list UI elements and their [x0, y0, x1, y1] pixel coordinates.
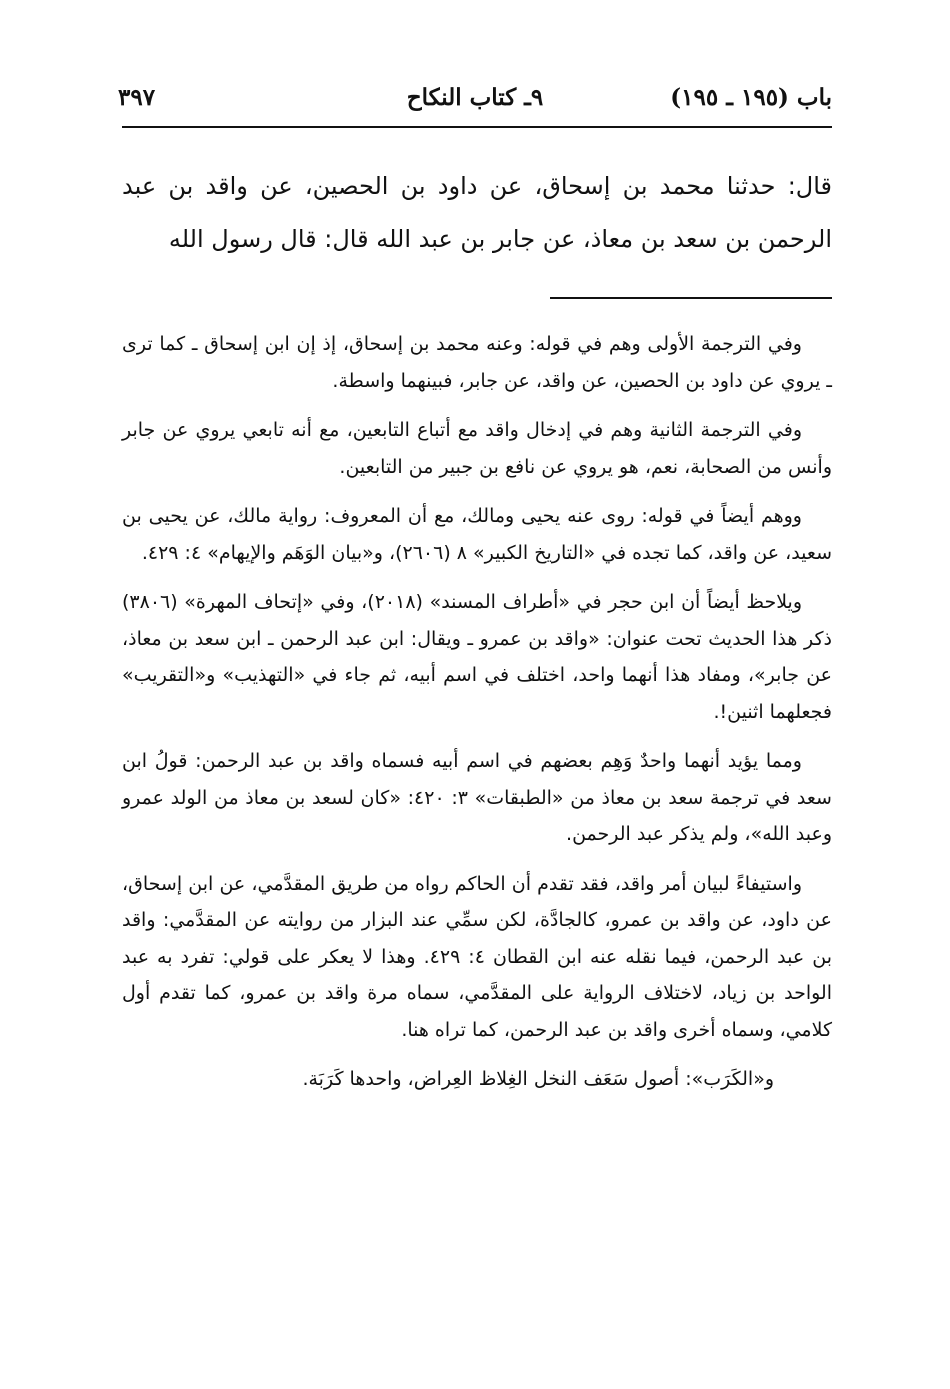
footnote-paragraph: واستيفاءً لبيان أمر واقد، فقد تقدم أن الحاكم رواه من طريق المقدَّمي، عن ابن إسحاق، عن داود، عن واقد بن عمرو، كالجادَّة، لكن سمِّي عند البزار من روايته عن المقدَّمي: واقد بن عبد الرحمن، فيما نقله عنه ابن القطان ٤: ٤٢٩. وهذا لا يعكر على قولي: تفرد به عبد الواحد بن زياد، لاختلاف الرواية على المقدَّمي، سماه مرة واقد بن عمرو، كما تقدم أول كلامي، وسماه أخرى واقد بن عبد الرحمن، كما تراه هنا. [122, 872, 832, 1041]
footnote-paragraph: وفي الترجمة الأولى وهم في قوله: وعنه محمد بن إسحاق، إذ إن ابن إسحاق ـ كما ترى ـ يروي عن داود بن الحصين، عن واقد، عن جابر، فبينهما واسطة. [122, 333, 832, 392]
footnote-paragraph: ووهم أيضاً في قوله: روى عنه يحيى ومالك، مع أن المعروف: رواية مالك، عن يحيى بن سعيد، عن واقد، كما تجده في «التاريخ الكبير» ٨ (٢٦٠٦)، و«بيان الوَهَم والإيهام» ٤: ٤٢٩. [122, 505, 832, 564]
page-number: ٣٩٧ [118, 84, 156, 111]
footnote-paragraph: ويلاحظ أيضاً أن ابن حجر في «أطراف المسند» (٢٠١٨)، وفي «إتحاف المهرة» (٣٨٠٦) ذكر هذا الحديث تحت عنوان: «واقد بن عمرو ـ ويقال: ابن عبد الرحمن ـ ابن سعد بن معاذ، عن جابر»، ومفاد هذا أنهما واحد، اختلف في اسم أبيه، ثم جاء في «التهذيب» و«التقريب» فجعلهما اثنين!. [122, 591, 832, 723]
chapter-title: باب (١٩٥ ـ ١٩٥) [670, 84, 832, 111]
footnotes [122, 326, 832, 1111]
footnote-gloss: و«الكَرَب»: أصول سَعَف النخل الغِلاظ العِراض، واحدها كَرَبَة. [302, 1068, 774, 1090]
footnote-paragraph: ومما يؤيد أنهما واحدٌ وَهِم بعضهم في اسم أبيه فسماه واقد بن عبد الرحمن: قولُ ابن سعد في ترجمة سعد بن معاذ من «الطبقات» ٣: ٤٢٠: «كان لسعد بن معاذ من الولد عمرو وعبد الله»، ولم يذكر عبد الرحمن. [122, 750, 832, 845]
main-text [122, 160, 832, 266]
book-title: ٩ـ كتاب النكاح [406, 84, 544, 111]
main-paragraph: قال: حدثنا محمد بن إسحاق، عن داود بن الحصين، عن واقد بن عبد الرحمن بن سعد بن معاذ، عن جابر بن عبد الله قال: قال رسول الله [122, 172, 832, 253]
header-rule [122, 126, 832, 128]
footnote-paragraph: وفي الترجمة الثانية وهم في إدخال واقد مع أتباع التابعين، مع أنه تابعي يروي عن جابر وأنس من الصحابة، نعم، هو يروي عن نافع بن جبير من التابعين. [122, 419, 832, 478]
footnote-separator [550, 297, 832, 299]
page-header [118, 84, 832, 124]
